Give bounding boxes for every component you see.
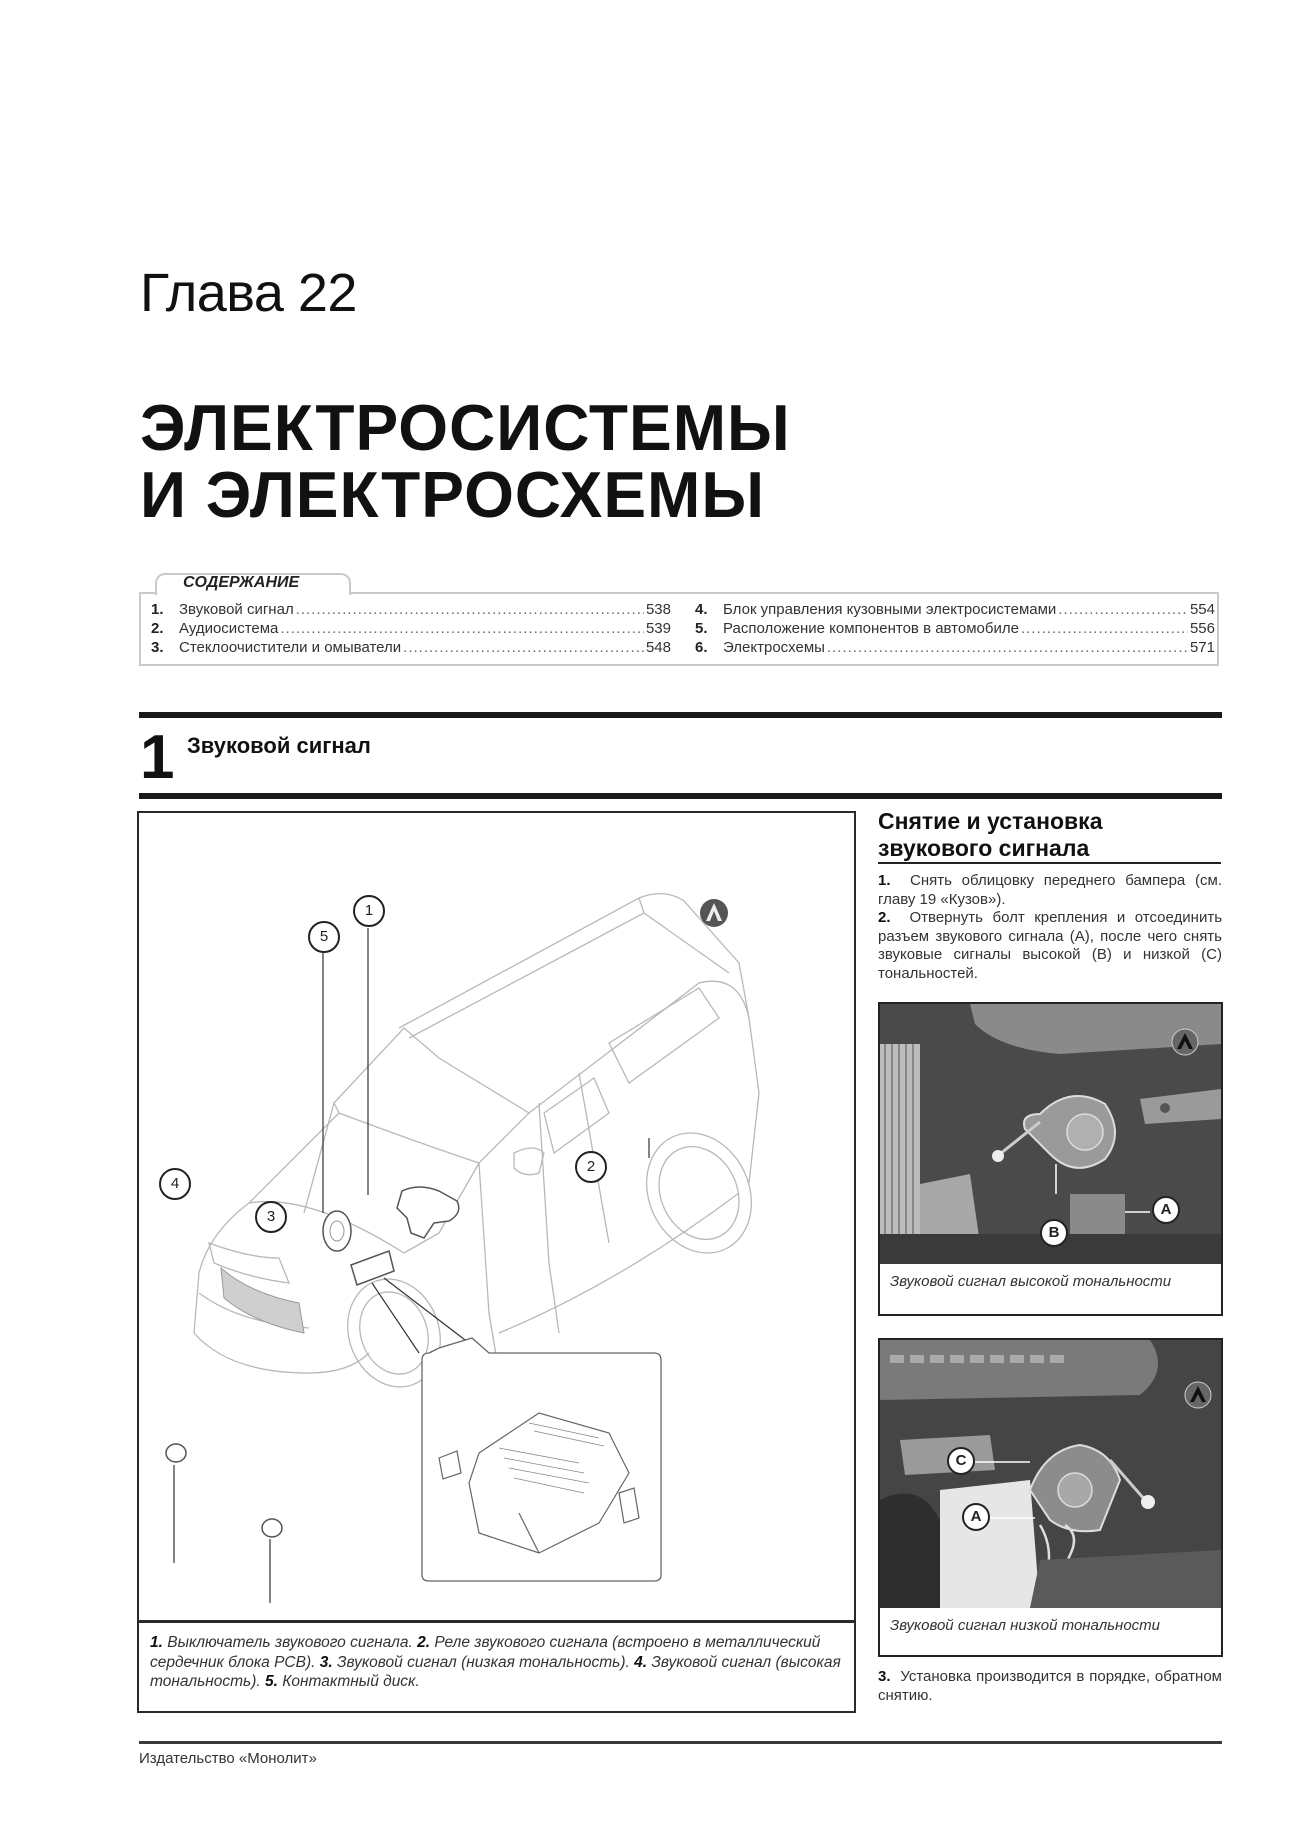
step-text: Установка производится в порядке, обратном снятию. <box>878 1668 1222 1704</box>
procedure-heading <box>878 808 1103 862</box>
toc-leader-dots <box>280 619 644 638</box>
toc-leader-dots <box>403 638 644 657</box>
procedure-heading-rule <box>878 862 1221 864</box>
caption-number: 5. <box>264 1673 278 1690</box>
step-number: 2. <box>878 909 891 926</box>
section-title: Звуковой сигнал <box>187 733 371 758</box>
chapter-title-line-2: И ЭЛЕКТРОСХЕМЫ <box>140 457 765 532</box>
caption-text: Звуковой сигнал (высокая тональность). <box>150 1653 841 1690</box>
toc-item-number: 5. <box>695 620 708 637</box>
chapter-title-line-1: ЭЛЕКТРОСИСТЕМЫ <box>140 390 791 465</box>
step-text: Отвернуть болт крепления и отсоединить разъем звукового сигнала (A), после чего снять звуковые сигналы высокой (B) и низкой (C) тональностей. <box>878 909 1223 982</box>
toc-item-title: Стеклоочистители и омыватели <box>179 639 402 656</box>
engine-bay-photo <box>880 1340 1221 1608</box>
callout-5: 5 <box>308 921 340 953</box>
photo-caption: Звуковой сигнал высокой тональности <box>890 1273 1172 1290</box>
photo-caption: Звуковой сигнал низкой тональности <box>890 1617 1160 1634</box>
procedure-heading-line-2: звукового сигнала <box>878 835 1090 861</box>
photo-high-tone-horn <box>880 1004 1221 1264</box>
callout-b: B <box>1040 1219 1068 1247</box>
footer-rule <box>139 1741 1222 1744</box>
car-horn-location-diagram <box>139 813 854 1621</box>
toc-item-page: 539 <box>645 620 671 637</box>
caption-text: Контактный диск. <box>277 1673 420 1690</box>
toc-item-page: 556 <box>1189 620 1215 637</box>
photo-figure-high-tone-horn <box>878 1002 1223 1316</box>
procedure-step-1 <box>878 872 1222 909</box>
callout-1: 1 <box>353 895 385 927</box>
chapter-label: Глава 22 <box>140 263 357 323</box>
callout-2: 2 <box>575 1151 607 1183</box>
toc-item-page: 571 <box>1189 639 1215 656</box>
toc-item-number: 4. <box>695 601 708 618</box>
toc-leader-dots <box>827 638 1188 657</box>
toc-item-page: 554 <box>1189 601 1215 618</box>
toc-column-right <box>695 600 1215 657</box>
step-number: 3. <box>878 1668 891 1685</box>
publisher-name: Издательство «Монолит» <box>139 1750 317 1767</box>
publisher-logo-icon <box>1172 1029 1198 1055</box>
toc-leader-dots <box>1058 600 1188 619</box>
callout-3: 3 <box>255 1201 287 1233</box>
publisher-logo-icon <box>1185 1382 1211 1408</box>
toc-item[interactable] <box>151 600 671 619</box>
toc-leader-dots <box>1021 619 1188 638</box>
caption-number: 4. <box>634 1653 648 1671</box>
toc-item-page: 538 <box>645 601 671 618</box>
callout-a: A <box>962 1503 990 1531</box>
callout-a: A <box>1152 1196 1180 1224</box>
toc-item-number: 2. <box>151 620 164 637</box>
toc-item-title: Блок управления кузовными электросистемами <box>723 601 1057 618</box>
procedure-step-3 <box>878 1668 1222 1705</box>
toc-item-number: 6. <box>695 639 708 656</box>
chapter-title <box>140 390 791 532</box>
toc-item-number: 3. <box>151 639 164 656</box>
photo-low-tone-horn <box>880 1340 1221 1608</box>
callout-4: 4 <box>159 1168 191 1200</box>
publisher-logo-icon <box>700 899 728 927</box>
toc-item[interactable] <box>151 638 671 657</box>
toc-item-title: Звуковой сигнал <box>179 601 294 618</box>
section-number: 1 <box>140 723 175 792</box>
diagram-caption <box>150 1633 845 1692</box>
procedure-step-2 <box>878 909 1222 983</box>
step-text: Снять облицовку переднего бампера (см. главу 19 «Кузов»). <box>878 872 1222 908</box>
section-rule-top <box>139 712 1222 718</box>
toc-item-title: Электросхемы <box>723 639 825 656</box>
step-number: 1. <box>878 872 891 889</box>
toc-item[interactable] <box>695 600 1215 619</box>
toc-item[interactable] <box>695 638 1215 657</box>
caption-text: Звуковой сигнал (низкая тональность). <box>332 1653 635 1671</box>
toc-item[interactable] <box>151 619 671 638</box>
caption-number: 3. <box>319 1653 333 1671</box>
diagram-frame <box>137 811 856 1623</box>
caption-number: 2. <box>417 1634 431 1651</box>
toc-column-left <box>151 600 671 657</box>
toc-item-number: 1. <box>151 601 164 618</box>
procedure-heading-line-1: Снятие и установка <box>878 808 1103 834</box>
caption-text: Выключатель звукового сигнала. <box>162 1634 418 1651</box>
section-rule-bottom <box>139 793 1222 799</box>
caption-number: 1. <box>150 1634 163 1651</box>
caption-text: Реле звукового сигнала (встроено в металлический сердечник блока PCB). <box>150 1634 821 1671</box>
toc-item-title: Аудиосистема <box>179 620 279 637</box>
toc-item[interactable] <box>695 619 1215 638</box>
photo-figure-low-tone-horn <box>878 1338 1223 1657</box>
toc-item-title: Расположение компонентов в автомобиле <box>723 620 1019 637</box>
toc-heading: СОДЕРЖАНИЕ <box>183 574 300 591</box>
toc-item-page: 548 <box>645 639 671 656</box>
callout-c: C <box>947 1447 975 1475</box>
toc-leader-dots <box>296 600 644 619</box>
